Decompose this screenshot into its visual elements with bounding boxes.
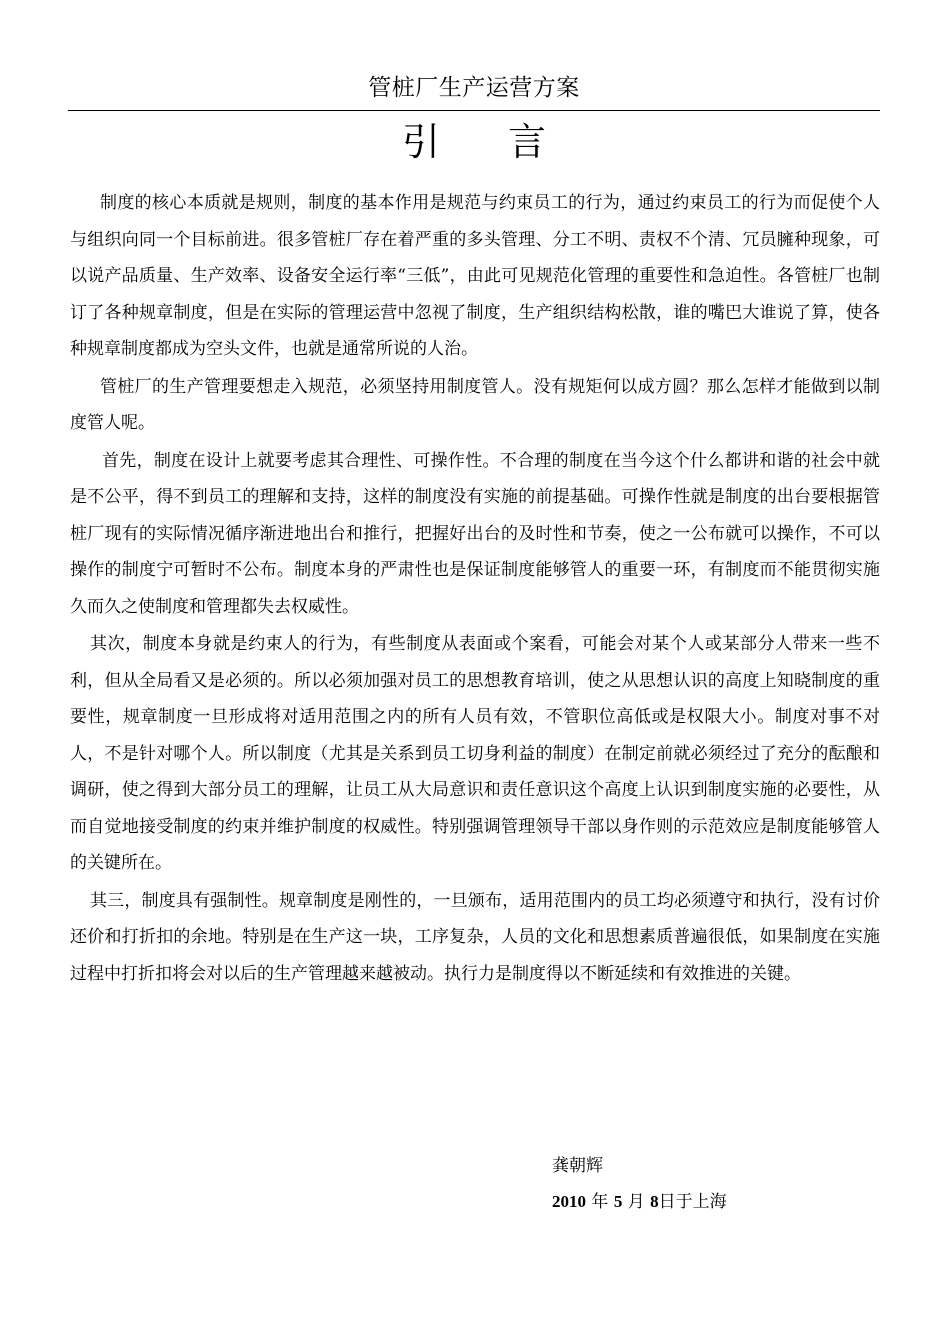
date-month-unit: 月 [627,1192,645,1212]
date-suffix: 日于上海 [658,1192,727,1212]
date-year: 2010 [552,1192,586,1211]
date-day: 8 [650,1192,659,1211]
paragraph-2: 管桩厂的生产管理要想走入规范，必须坚持用制度管人。没有规矩何以成方圆？那么怎样才能做到以制度管人呢。 [70,376,880,433]
page-header-title: 管桩厂生产运营方案 [368,75,580,101]
document-body [70,185,880,992]
paragraph-5: 其三，制度具有强制性。规章制度是刚性的，一旦颁布，适用范围内的员工均必须遵守和执行，没有讨价还价和打折扣的余地。特别是在生产这一块，工序复杂，人员的文化和思想素质普遍很低，如果制度在实施过程中打折扣将会对以后的生产管理越来越被动。执行力是制度得以不断延续和有效推进的关键。 [70,890,880,984]
paragraph-1: 制度的核心本质就是规则，制度的基本作用是规范与约束员工的行为，通过约束员工的行为而促使个人与组织向同一个目标前进。很多管桩厂存在着严重的多头管理、分工不明、责权不个清、冗员臃种现象，可以说产品质量、生产效率、设备安全运行率“三低”，由此可见规范化管理的重要性和急迫性。各管桩厂也制订了各种规章制度，但是在实际的管理运营中忽视了制度，生产组织结构松散，谁的嘴巴大谁说了算，使各种规章制度都成为空头文件，也就是通常所说的人治。 [70,193,880,359]
author-signature: 龚朝辉 [552,1156,603,1176]
paragraph-3: 首先，制度在设计上就要考虑其合理性、可操作性。不合理的制度在当今这个什么都讲和谐的社会中就是不公平，得不到员工的理解和支持，这样的制度没有实施的前提基础。可操作性就是制度的出台要根据管桩厂现有的实际情况循序渐进地出台和推行，把握好出台的及时性和节奏，使之一公布就可以操作，不可以操作的制度宁可暂时不公布。制度本身的严肃性也是保证制度能够管人的重要一环，有制度而不能贯彻实施久而久之使制度和管理都失去权威性。 [70,450,880,617]
header-divider [68,110,880,111]
paragraph-4: 其次，制度本身就是约束人的行为，有些制度从表面或个案看，可能会对某个人或某部分人带来一些不利，但从全局看又是必须的。所以必须加强对员工的思想教育培训，使之从思想认识的高度上知晓制度的重要性，规章制度一旦形成将对适用范围之内的所有人员有效，不管职位高低或是权限大小。制度对事不对人，不是针对哪个人。所以制度（尤其是关系到员工切身利益的制度）在制定前就必须经过了充分的酝酿和调研，使之得到大部分员工的理解，让员工从大局意识和责任意识这个高度上认识到制度实施的必要性，从而自觉地接受制度的约束并维护制度的权威性。特别强调管理领导干部以身作则的示范效应是制度能够管人的关键所在。 [70,634,880,873]
date-month: 5 [613,1192,623,1211]
signing-date [552,1184,727,1220]
document-heading: 引 言 [401,120,575,164]
date-year-unit: 年 [591,1192,609,1212]
